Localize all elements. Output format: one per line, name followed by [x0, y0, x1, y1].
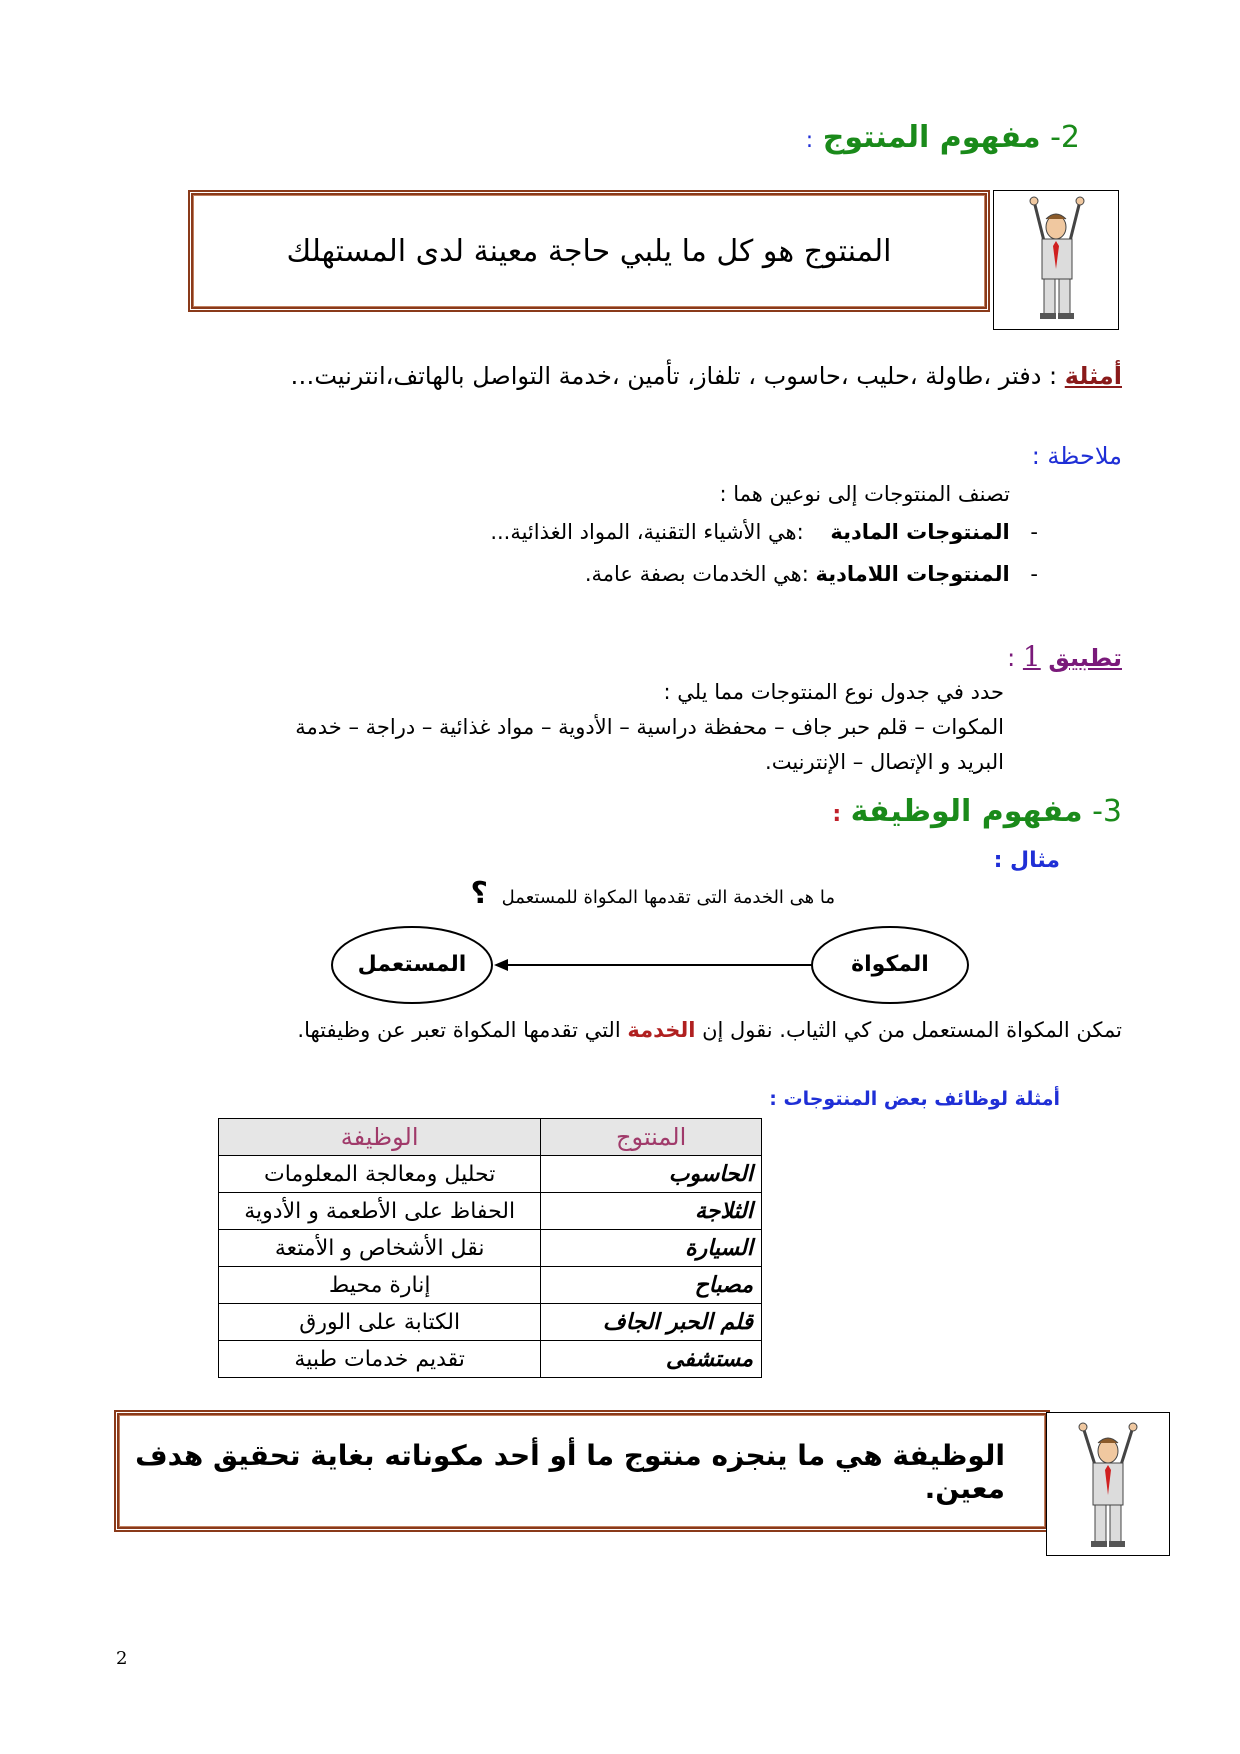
- desc: :هي الخدمات بصفة عامة.: [584, 562, 809, 586]
- note-label: ملاحظة :: [1031, 442, 1122, 470]
- product-cell: الثلاجة: [541, 1193, 762, 1230]
- product-cell: مصباح: [541, 1267, 762, 1304]
- sentence-part-2: التي تقدمها المكواة تعبر عن وظيفتها.: [297, 1018, 628, 1042]
- desc: :هي الأشياء التقنية، المواد الغذائية...: [490, 520, 804, 544]
- table-title: أمثلة لوظائف بعض المنتوجات :: [769, 1088, 1060, 1110]
- definition-text: المنتوج هو كل ما يلبي حاجة معينة لدى المستهلك: [286, 233, 892, 269]
- arrow-head: [494, 959, 508, 971]
- function-cell: الحفاظ على الأطعمة و الأدوية: [219, 1193, 541, 1230]
- section-colon: :: [805, 128, 814, 153]
- function-definition-text: الوظيفة هي ما ينجزه منتوج ما أو أحد مكوناته بغاية تحقيق هدف معين.: [135, 1439, 1005, 1505]
- section-number: 3-: [1092, 794, 1122, 829]
- product-cell: قلم الحبر الجاف: [541, 1304, 762, 1341]
- functions-table: [218, 1118, 762, 1378]
- function-cell: تقديم خدمات طبية: [219, 1341, 541, 1378]
- product-cell: السيارة: [541, 1230, 762, 1267]
- bullet: -: [1030, 520, 1038, 544]
- examples-line: [122, 362, 1122, 390]
- definition-box: [188, 190, 990, 312]
- sentence-highlight: الخدمة: [627, 1018, 696, 1042]
- examples-text: : دفتر ،طاولة ،حليب ،حاسوب ، تلفاز، تأمين ،خدمة التواصل بالهاتف،انترنيت…: [290, 362, 1065, 390]
- table-row: [219, 1267, 762, 1304]
- cheering-man-icon: [1046, 1412, 1170, 1556]
- product-cell: الحاسوب: [541, 1156, 762, 1193]
- exercise-line-3: البريد و الإتصال – الإنترنيت.: [765, 750, 1004, 774]
- exercise-line-2: المكوات – قلم حبر جاف – محفظة دراسية – الأدوية – مواد غذائية – دراجة – خدمة: [295, 715, 1004, 739]
- note-item-2: [138, 562, 1038, 586]
- bullet: -: [1030, 562, 1038, 586]
- table-row: [219, 1304, 762, 1341]
- function-cell: نقل الأشخاص و الأمتعة: [219, 1230, 541, 1267]
- function-cell: إنارة محيط: [219, 1267, 541, 1304]
- table-row: [219, 1193, 762, 1230]
- section-3-heading: [522, 794, 1122, 829]
- header-function: الوظيفة: [219, 1119, 541, 1156]
- note-intro: تصنف المنتوجات إلى نوعين هما :: [719, 482, 1010, 506]
- page-number: 2: [116, 1648, 128, 1669]
- function-cell: الكتابة على الورق: [219, 1304, 541, 1341]
- term: المنتوجات المادية: [830, 520, 1010, 544]
- user-node-label: المستعمل: [357, 952, 467, 977]
- examples-label: أمثلة: [1064, 362, 1122, 390]
- example-question: [235, 876, 835, 911]
- section-colon: :: [832, 802, 842, 827]
- exercise-number: 1: [1022, 640, 1041, 673]
- section-number: 2-: [1050, 120, 1080, 155]
- exercise-label: تطبيق: [1048, 644, 1122, 672]
- iron-node-label: المكواة: [851, 952, 929, 977]
- exercise-1-heading: [822, 640, 1122, 673]
- question-text: ما هى الخدمة التى تقدمها المكواة للمستعمل: [501, 887, 835, 908]
- exercise-colon: :: [1007, 644, 1016, 672]
- header-product: المنتوج: [541, 1119, 762, 1156]
- table-header-row: [219, 1119, 762, 1156]
- table-row: [219, 1341, 762, 1378]
- term: المنتوجات اللامادية: [815, 562, 1010, 586]
- section-title: مفهوم الوظيفة: [850, 794, 1083, 829]
- function-definition-box: [114, 1410, 1050, 1532]
- product-cell: مستشفى: [541, 1341, 762, 1378]
- table-row: [219, 1156, 762, 1193]
- note-item-1: [138, 520, 1038, 544]
- function-sentence: [122, 1018, 1122, 1042]
- example-label: مثال :: [993, 848, 1060, 873]
- section-title: مفهوم المنتوج: [822, 120, 1041, 155]
- question-mark: ؟: [470, 876, 488, 911]
- function-cell: تحليل ومعالجة المعلومات: [219, 1156, 541, 1193]
- table-row: [219, 1230, 762, 1267]
- exercise-line-1: حدد في جدول نوع المنتوجات مما يلي :: [663, 680, 1004, 704]
- cheering-man-icon: [993, 190, 1119, 330]
- sentence-part-1: تمكن المكواة المستعمل من كي الثياب. نقول إن: [695, 1018, 1122, 1042]
- section-2-heading: [480, 120, 1080, 155]
